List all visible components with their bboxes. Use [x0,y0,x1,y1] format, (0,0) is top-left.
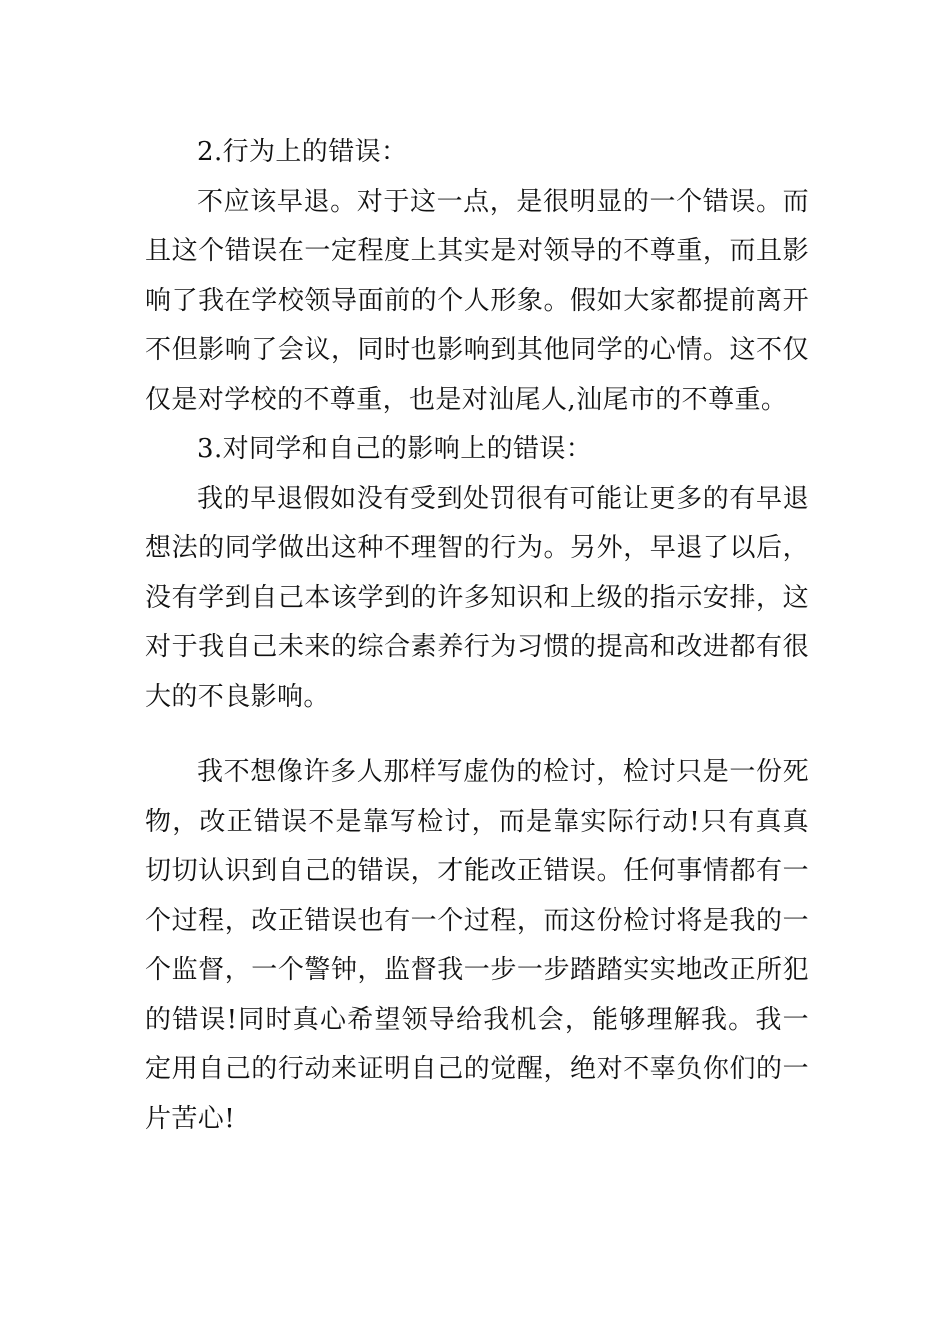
document-body [145,128,809,1144]
section-heading-behavior-error: 2.行为上的错误： [197,137,408,167]
paragraph-leaving-early: 不应该早退。对于这一点，是很明显的一个错误。而且这个错误在一定程度上其实是对领导的不尊重，而且影响了我在学校领导面前的个人形象。假如大家都提前离开不但影响了会议，同时也影响到其他同学的心情。这不仅仅是对学校的不尊重，也是对汕尾人,汕尾市的不尊重。 [145,186,809,415]
section-heading-impact-error: 3.对同学和自己的影响上的错误： [197,434,593,464]
paragraph-impact-on-others: 我的早退假如没有受到处罚很有可能让更多的有早退想法的同学做出这种不理智的行为。另外，早退了以后，没有学到自己本该学到的许多知识和上级的指示安排，这对于我自己未来的综合素养行为习惯的提高和改进都有很大的不良影响。 [145,483,809,712]
paragraph-commitment: 我不想像许多人那样写虚伪的检讨，检讨只是一份死物，改正错误不是靠写检讨，而是靠实际行动!只有真真切切认识到自己的错误，才能改正错误。任何事情都有一个过程，改正错误也有一个过程，而这份检讨将是我的一个监督，一个警钟，监督我一步一步踏踏实实地改正所犯的错误!同时真心希望领导给我机会，能够理解我。我一定用自己的行动来证明自己的觉醒，绝对不辜负你们的一片苦心! [145,757,809,1134]
